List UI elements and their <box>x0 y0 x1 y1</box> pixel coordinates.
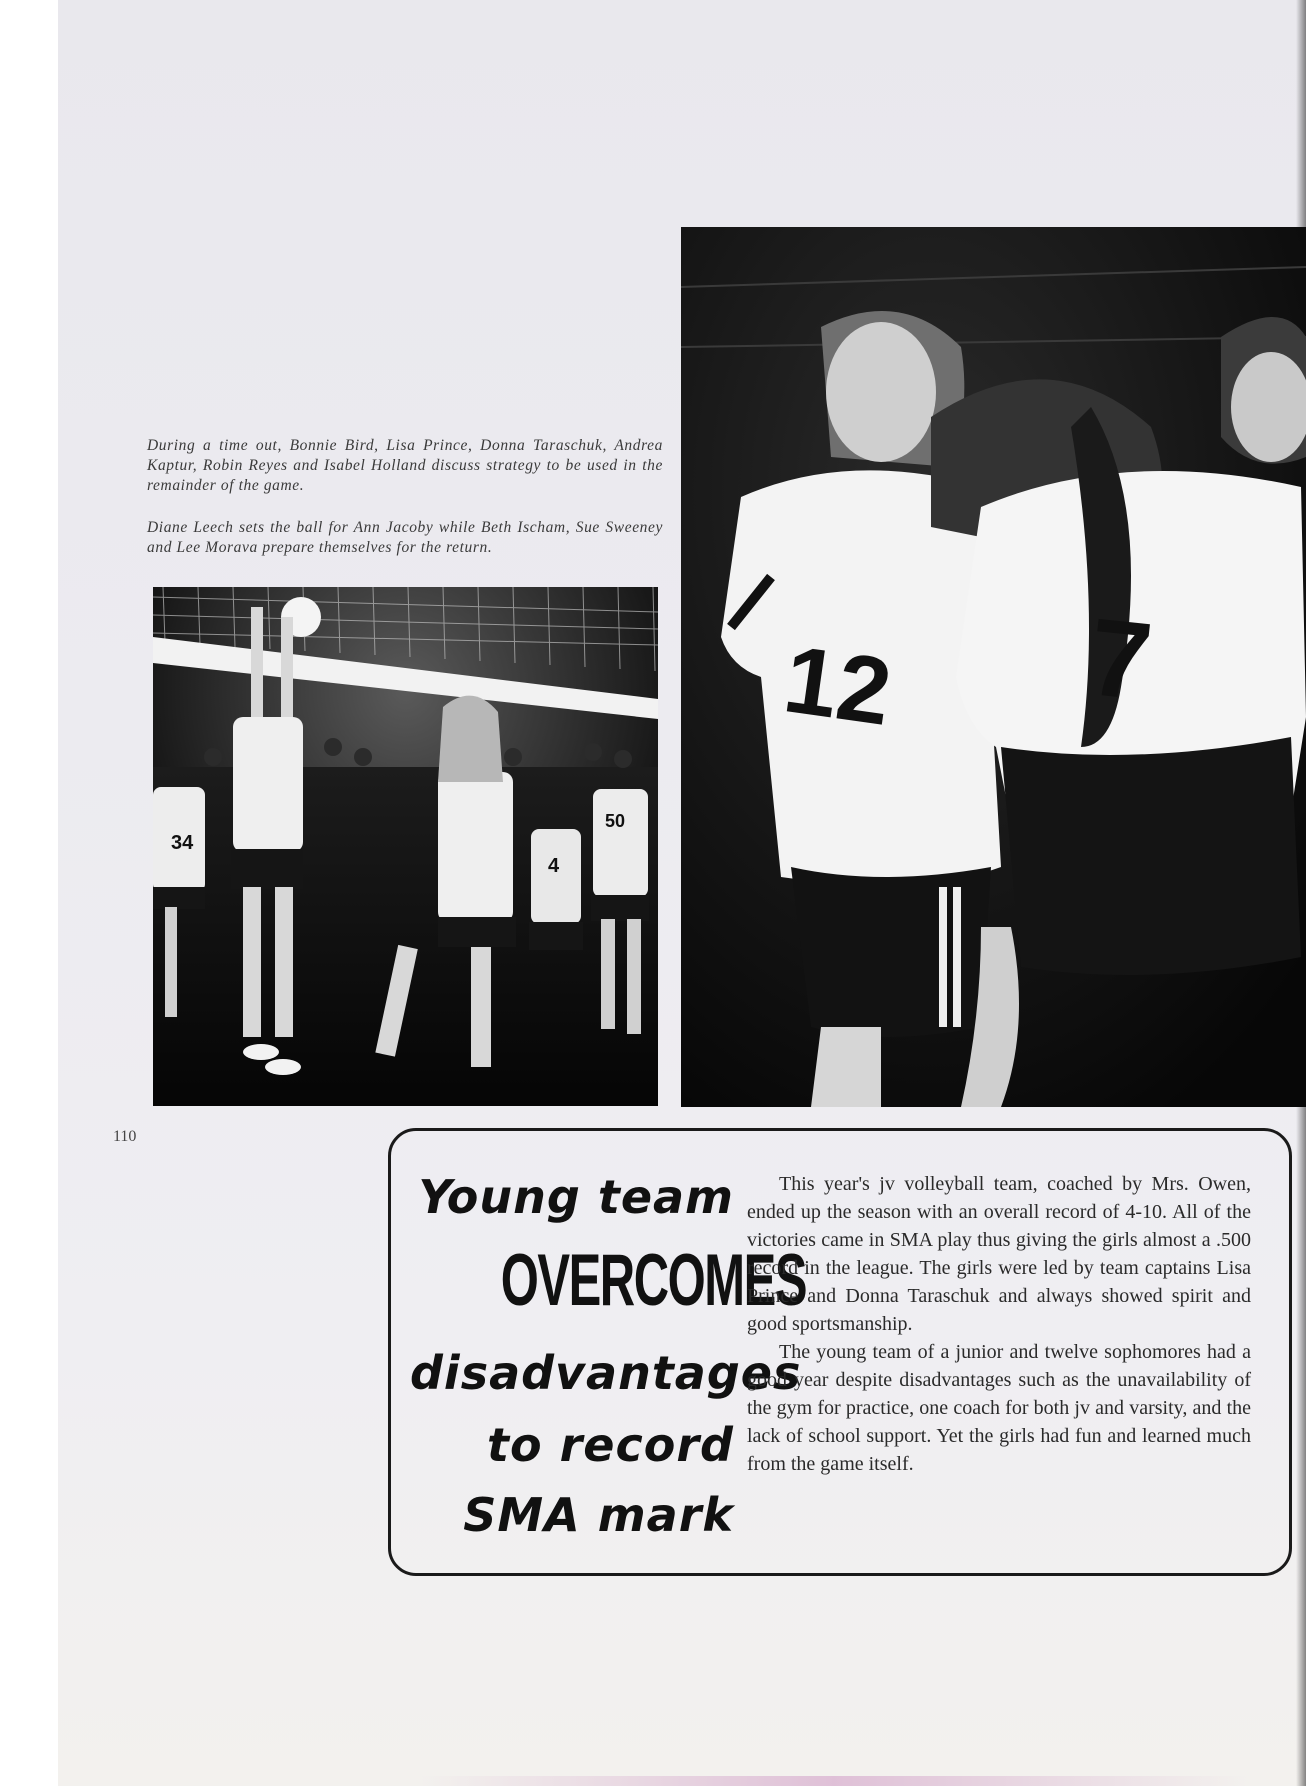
caption-timeout: During a time out, Bonnie Bird, Lisa Prince, Donna Taraschuk, Andrea Kaptur, Robin Reyes and Isabel Holland discuss strategy to be used in the remainder of the game. <box>147 437 663 494</box>
headline-line-1: Young team <box>418 1170 734 1224</box>
photo-timeout-huddle <box>681 227 1306 1107</box>
headline-line-4: to record <box>487 1418 734 1472</box>
story-paragraph: This year's jv volleyball team, coached by Mrs. Owen, ended up the season with an overall record of 4-10. All of the victories came in SMA play thus giving the girls almost a .500 record in the league. The girls were led by team captains Lisa Prince and Donna Taraschuk and always showed spirit and good sportsmanship. <box>747 1173 1251 1335</box>
feature-story-body <box>747 1170 1251 1478</box>
jersey-number-12: 12 <box>777 626 898 746</box>
jersey-number-50: 50 <box>605 811 626 831</box>
headline-line-3: disadvantages <box>410 1346 802 1400</box>
caption-set-ball: Diane Leech sets the ball for Ann Jacoby while Beth Ischam, Sue Sweeney and Lee Morava prepare themselves for the return. <box>147 519 663 556</box>
page-number: 110 <box>113 1128 137 1145</box>
headline-line-5: SMA mark <box>463 1488 734 1542</box>
jersey-number-7: 7 <box>1083 595 1158 724</box>
story-paragraph: The young team of a junior and twelve sophomores had a good year despite disadvantages such as the unavailability of the gym for practice, one coach for both jv and varsity, and the lack of school support. Yet the girls had fun and learned much from the game itself. <box>747 1341 1251 1475</box>
headline-line-2: OVERCOMES <box>500 1239 807 1322</box>
photo-setting-ball <box>153 587 658 1106</box>
page-bottom-tint <box>420 1776 1248 1786</box>
jersey-number-34: 34 <box>171 832 194 854</box>
jersey-number-4: 4 <box>548 855 560 877</box>
